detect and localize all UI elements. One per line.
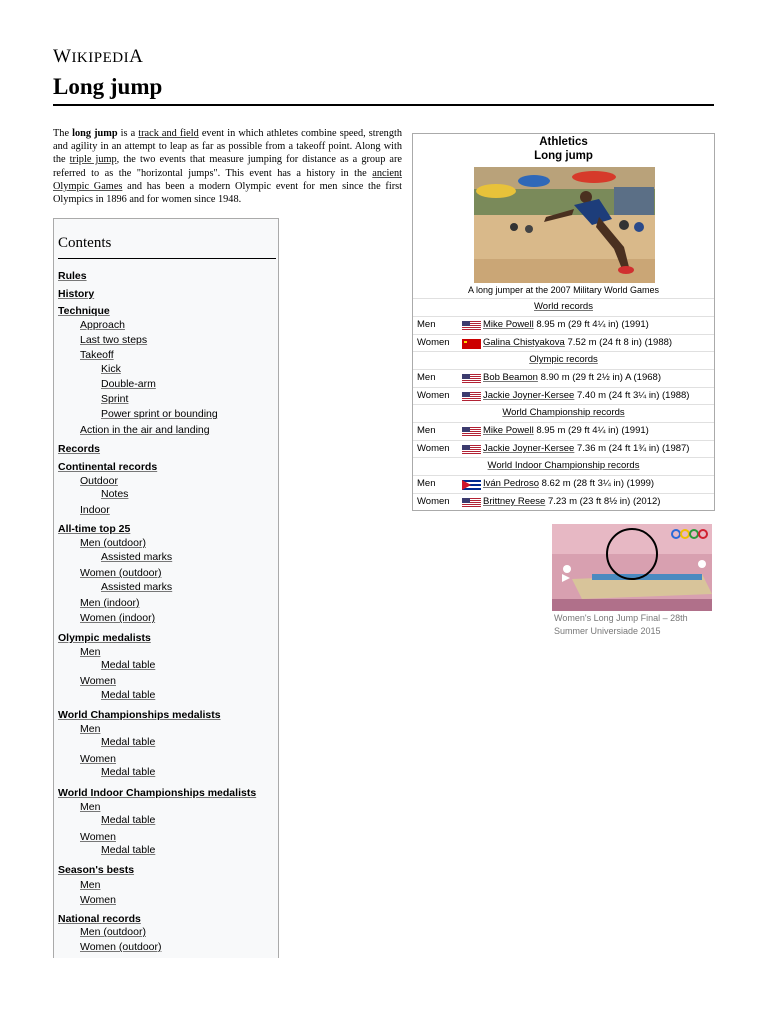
toc-item[interactable]: Men [80,879,101,891]
toc-item[interactable]: Men (outdoor) [80,926,146,938]
toc-item[interactable]: Power sprint or bounding [101,408,218,420]
record-value [483,425,649,436]
toc-item[interactable]: World Championships medalists [58,709,221,721]
record-mark: 7.40 m (24 ft 3¼ in) (1988) [574,390,690,401]
intro-text-3: event in which athletes combine speed, strength and agility in an attempt to leap as far as possible from a takeoff point. Along with the [53,128,402,166]
table-of-contents [53,218,279,958]
toc-item[interactable]: Medal table [101,814,156,826]
toc-item[interactable]: Season's bests [58,864,135,876]
us-flag-icon [462,321,481,331]
wordmark-last-letter: A [129,46,144,67]
infobox-record-row [417,390,712,404]
infobox-record-row [417,372,712,386]
link-track-and-field[interactable]: track and field [138,128,199,139]
record-category-label: Women [417,496,450,507]
intro-text-4: , the two events that measure jumping for distance as a group are referred to as the "horizontal jumps". This event has a history in the [53,154,402,179]
intro-text-5: and has been a modern Olympic event for men since the first Olympics in 1896 and for women since 1948. [53,180,402,206]
intro-paragraph [53,127,402,206]
record-mark: 8.95 m (29 ft 4¼ in) (1991) [533,425,649,436]
infobox-row-divider [413,316,714,317]
intro-bold-term: long jump [72,128,118,139]
athlete-link[interactable]: Galina Chistyakova [483,337,565,348]
infobox-photo-caption: A long jumper at the 2007 Military World Games [468,285,659,295]
toc-item[interactable]: National records [58,913,141,925]
record-mark: 8.62 m (28 ft 3¼ in) (1999) [538,478,655,489]
athlete-link[interactable]: Brittney Reese [483,496,546,507]
toc-item[interactable]: Technique [58,305,110,317]
infobox-record-row [417,443,712,457]
toc-item[interactable]: Sprint [101,393,129,405]
toc-item[interactable]: Indoor [80,504,110,516]
us-flag-icon [462,445,481,455]
toc-item[interactable]: Rules [58,270,87,282]
infobox-divider [413,457,714,458]
record-value [483,443,689,454]
toc-divider [58,258,276,259]
record-value [483,478,654,489]
infobox-row-divider [413,440,714,441]
record-category-label: Women [417,443,450,454]
toc-item[interactable]: Medal table [101,766,156,778]
athlete-link[interactable]: Mike Powell [483,425,534,436]
video-thumbnail-image [552,524,712,611]
toc-item[interactable]: Men [80,646,101,658]
athlete-link[interactable]: Jackie Joyner-Kersee [483,443,575,454]
toc-item[interactable]: History [58,288,95,300]
infobox-section-heading[interactable]: World Championship records [502,407,625,418]
us-flag-icon [462,498,481,508]
toc-item[interactable]: Continental records [58,461,158,473]
infobox-title-athletics: Athletics [539,136,588,148]
toc-item[interactable]: Men (outdoor) [80,537,146,549]
video-thumbnail[interactable] [552,524,712,611]
infobox-title-long-jump: Long jump [534,150,593,162]
us-flag-icon [462,427,481,437]
infobox-row-divider [413,387,714,388]
toc-item[interactable]: Olympic medalists [58,632,151,644]
toc-item[interactable]: Men (indoor) [80,597,140,609]
infobox-record-row [417,425,712,439]
toc-item[interactable]: Notes [101,488,129,500]
record-mark: 7.23 m (23 ft 8½ in) (2012) [545,496,661,507]
infobox-record-row [417,337,712,351]
record-category-label: Women [417,390,450,401]
toc-item[interactable]: Men [80,723,101,735]
infobox-divider [413,351,714,352]
video-caption: Women's Long Jump Final – 28th Summer Universiade 2015 [554,613,688,636]
toc-item[interactable]: World Indoor Championships medalists [58,787,257,799]
long-jumper-photo-image [474,167,655,283]
infobox-row-divider [413,334,714,335]
infobox-row-divider [413,422,714,423]
infobox-record-row [417,319,712,333]
record-category-label: Women [417,337,450,348]
intro-text-1: The [53,128,73,139]
record-category-label: Men [417,319,436,330]
wikipedia-wordmark[interactable] [53,46,143,68]
toc-item[interactable]: Medal table [101,689,156,701]
athlete-link[interactable]: Bob Beamon [483,372,538,383]
infobox-row-divider [413,475,714,476]
record-mark: 7.52 m (24 ft 8 in) (1988) [564,337,673,348]
toc-item[interactable]: Women (outdoor) [80,941,162,953]
record-category-label: Men [417,478,436,489]
record-value [483,496,660,507]
toc-item[interactable]: Action in the air and landing [80,424,210,436]
long-jumper-photo[interactable] [474,167,655,283]
toc-item[interactable]: Assisted marks [101,551,173,563]
link-triple-jump[interactable]: triple jump [69,154,117,166]
toc-item[interactable]: Women [80,675,116,687]
toc-item[interactable]: Kick [101,363,121,375]
infobox-row-divider [413,493,714,494]
athlete-link[interactable]: Jackie Joyner-Kersee [483,390,575,401]
link-ancient-olympic-games[interactable]: ancient Olympic Games [53,167,402,192]
record-value [483,337,672,348]
infobox-section-heading[interactable]: World Indoor Championship records [487,460,640,471]
record-category-label: Men [417,372,436,383]
record-value [483,390,689,401]
infobox-record-row [417,478,712,492]
us-flag-icon [462,392,481,402]
toc-item[interactable]: Women (outdoor) [80,567,162,579]
us-flag-icon [462,374,481,384]
toc-item[interactable]: Approach [80,319,125,331]
toc-item[interactable]: Women [80,894,116,906]
toc-item[interactable]: Medal table [101,844,156,856]
page-title: Long jump [53,74,163,99]
toc-item[interactable]: Women (indoor) [80,612,156,624]
intro-text-2: is a [117,128,139,139]
infobox-section-heading[interactable]: World records [534,301,593,312]
record-category-label: Men [417,425,436,436]
toc-item[interactable]: Records [58,443,101,455]
wordmark-first-letter: W [53,46,72,67]
infobox-divider [413,404,714,405]
toc-item[interactable]: Outdoor [80,475,118,487]
record-mark: 8.95 m (29 ft 4¼ in) (1991) [533,319,649,330]
toc-item[interactable]: Men [80,801,101,813]
record-value [483,372,661,383]
infobox-section-heading[interactable]: Olympic records [529,354,598,365]
infobox-record-row [417,496,712,510]
infobox-row-divider [413,369,714,370]
record-value [483,319,649,330]
athlete-link[interactable]: Mike Powell [483,319,534,330]
toc-item[interactable]: Women [80,753,116,765]
toc-item[interactable]: All-time top 25 [58,523,131,535]
toc-item[interactable]: Women [80,831,116,843]
infobox-divider [413,298,714,299]
wordmark-middle: IKIPEDI [71,50,130,66]
toc-item[interactable]: Assisted marks [101,581,173,593]
ussr-flag-icon [462,339,481,349]
toc-item[interactable]: Double-arm [101,378,156,390]
cu-flag-icon [462,480,481,490]
toc-item[interactable]: Medal table [101,736,156,748]
toc-item[interactable]: Medal table [101,659,156,671]
infobox [412,133,715,511]
toc-heading: Contents [58,235,112,251]
athlete-link[interactable]: Iván Pedroso [483,478,539,489]
record-mark: 7.36 m (24 ft 1¾ in) (1987) [574,443,690,454]
record-mark: 8.90 m (29 ft 2½ in) A (1968) [537,372,661,383]
title-divider [53,104,714,106]
toc-item[interactable]: Last two steps [80,334,148,346]
toc-item[interactable]: Takeoff [80,349,114,361]
